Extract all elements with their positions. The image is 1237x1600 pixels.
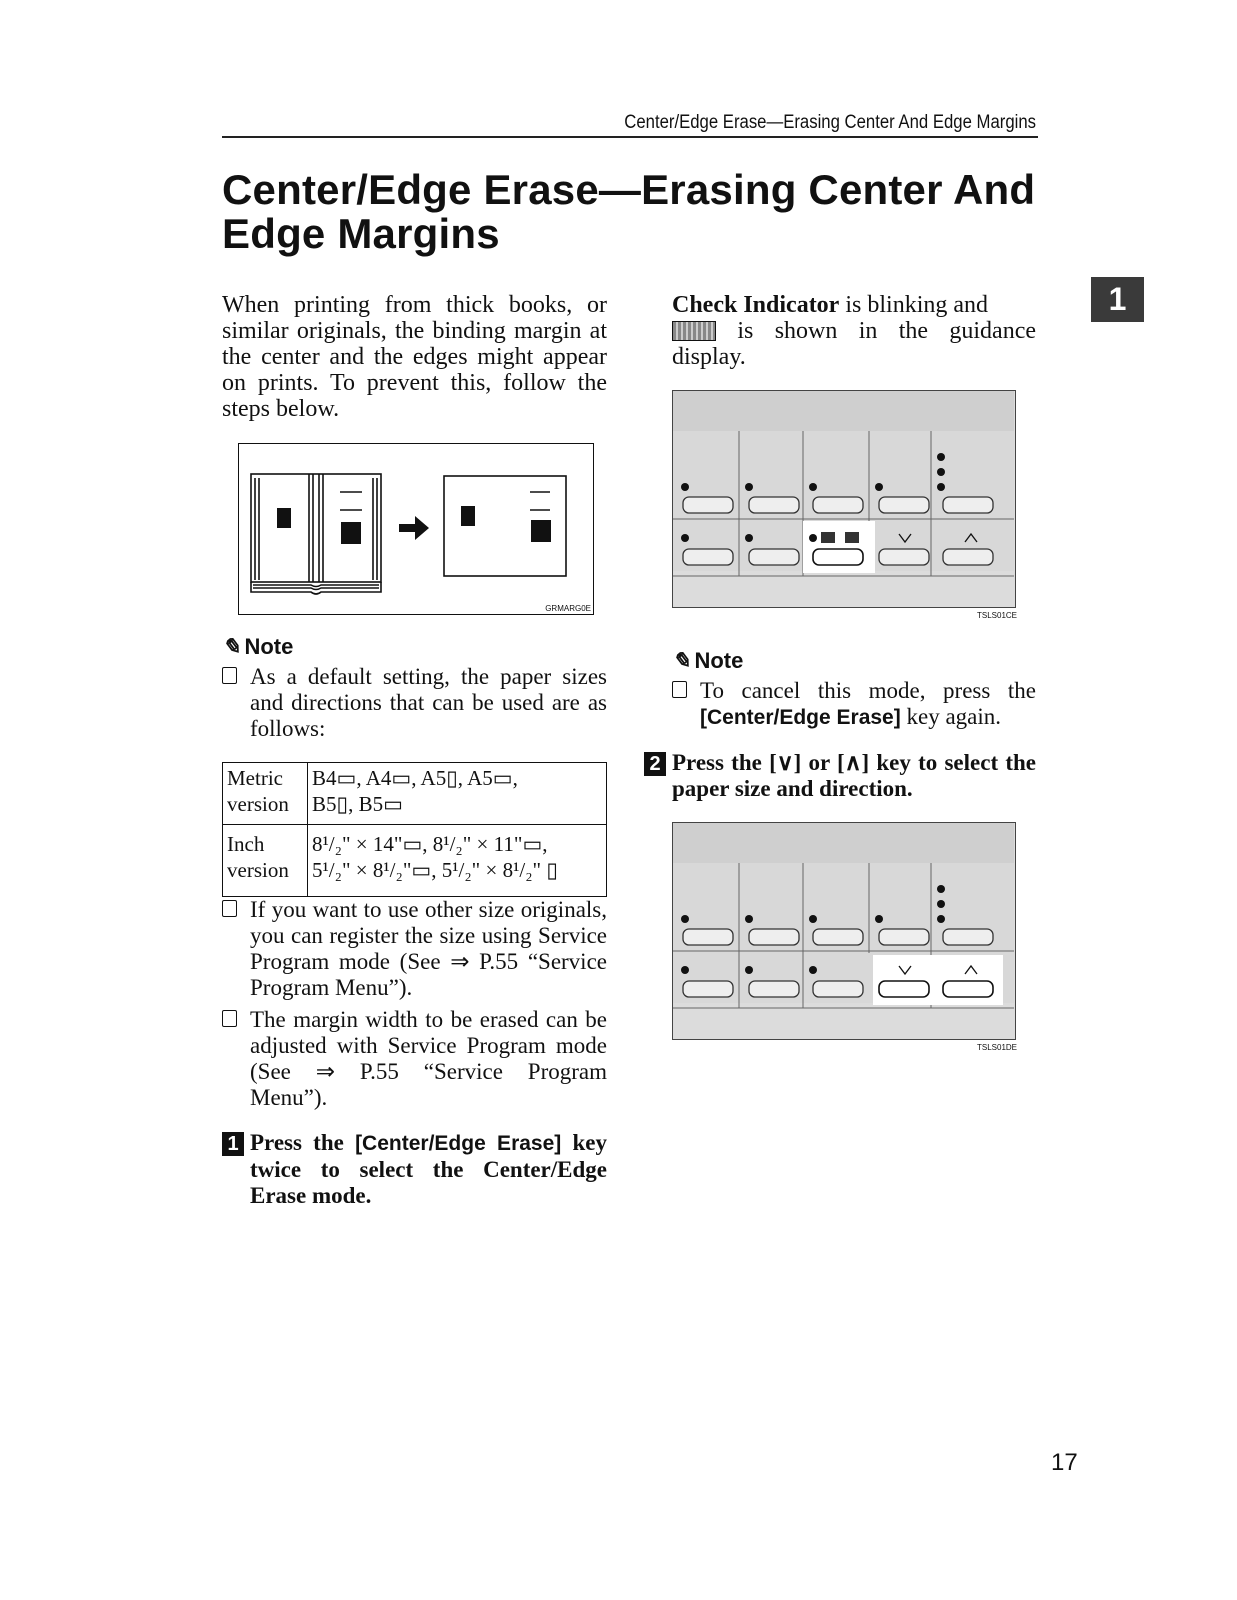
checkbox-bullet-icon <box>222 1010 237 1027</box>
book-erase-figure <box>238 443 594 615</box>
chapter-tab: 1 <box>1091 277 1144 322</box>
note-item-cancel-mode: To cancel this mode, press the [Center/Edge Erase] key again. <box>700 678 1036 731</box>
checkbox-bullet-icon <box>222 667 237 684</box>
note-heading-1: ✎ Note <box>222 634 294 659</box>
metric-sizes-cell: B4▭, A4▭, A5▯, A5▭, B5▯, B5▭ <box>308 763 607 825</box>
running-header: Center/Edge Erase—Erasing Center And Edge Margins <box>624 112 1036 133</box>
step-number-2: 2 <box>644 752 666 776</box>
metric-version-label: Metric version <box>223 763 308 825</box>
check-indicator-paragraph: Check Indicator is blinking and is shown in the guidance display. <box>672 292 1036 370</box>
figure-code-grmarg: GRMARG0E <box>545 604 591 613</box>
control-panel-illustration <box>673 823 1014 1038</box>
control-panel-figure-2 <box>672 822 1016 1040</box>
note-item-other-sizes: If you want to use other size originals, you can register the size using Service Program mode (See ⇒ P.55 “Service Program Menu”). <box>250 897 607 1001</box>
control-panel-figure-1 <box>672 390 1016 608</box>
figure-code-tsls01ce: TSLS01CE <box>977 611 1018 620</box>
inch-sizes-cell: 8¹/₂" × 14"▭, 8¹/₂" × 11"▭, 5¹/₂" × 8¹/₂"▭, 5¹/₂" × 8¹/₂" ▯ <box>308 825 607 897</box>
center-edge-erase-key-label: [Center/Edge Erase] <box>355 1132 562 1155</box>
page-title-line-2: Edge Margins <box>222 210 500 257</box>
page-number: 17 <box>1051 1449 1078 1476</box>
checkbox-bullet-icon <box>222 900 237 917</box>
pencil-icon: ✎ <box>672 648 691 673</box>
page-title <box>222 168 1082 256</box>
note-item-margin-width: The margin width to be erased can be adjusted with Service Program mode (See ⇒ P.55 “Service Program Menu”). <box>250 1007 607 1111</box>
control-panel-illustration <box>673 391 1014 606</box>
guidance-display-icon <box>672 321 716 341</box>
paper-size-table <box>222 762 607 897</box>
figure-code-tsls01de: TSLS01DE <box>977 1043 1018 1052</box>
pencil-icon: ✎ <box>222 634 241 659</box>
note-heading-2: ✎ Note <box>672 648 744 673</box>
intro-paragraph: When printing from thick books, or similar originals, the binding margin at the center and the edges might appear on prints. To prevent this, follow the steps below. <box>222 292 607 422</box>
page-title-line-1: Center/Edge Erase—Erasing Center And <box>222 166 1036 213</box>
inch-version-label: Inch version <box>223 825 308 897</box>
step-2: 2 Press the [∨] or [∧] key to select the paper size and direction. <box>672 750 1036 802</box>
step-1: 1 Press the [Center/Edge Erase] key twice to select the Center/Edge Erase mode. <box>250 1130 607 1209</box>
note-item-default-sizes: As a default setting, the paper sizes and directions that can be used are as follows: <box>250 664 607 742</box>
center-edge-erase-key-label: [Center/Edge Erase] <box>700 706 901 729</box>
checkbox-bullet-icon <box>672 681 687 698</box>
open-book-to-print-illustration <box>239 444 592 613</box>
step-number-1: 1 <box>222 1132 244 1156</box>
header-rule <box>222 136 1038 138</box>
